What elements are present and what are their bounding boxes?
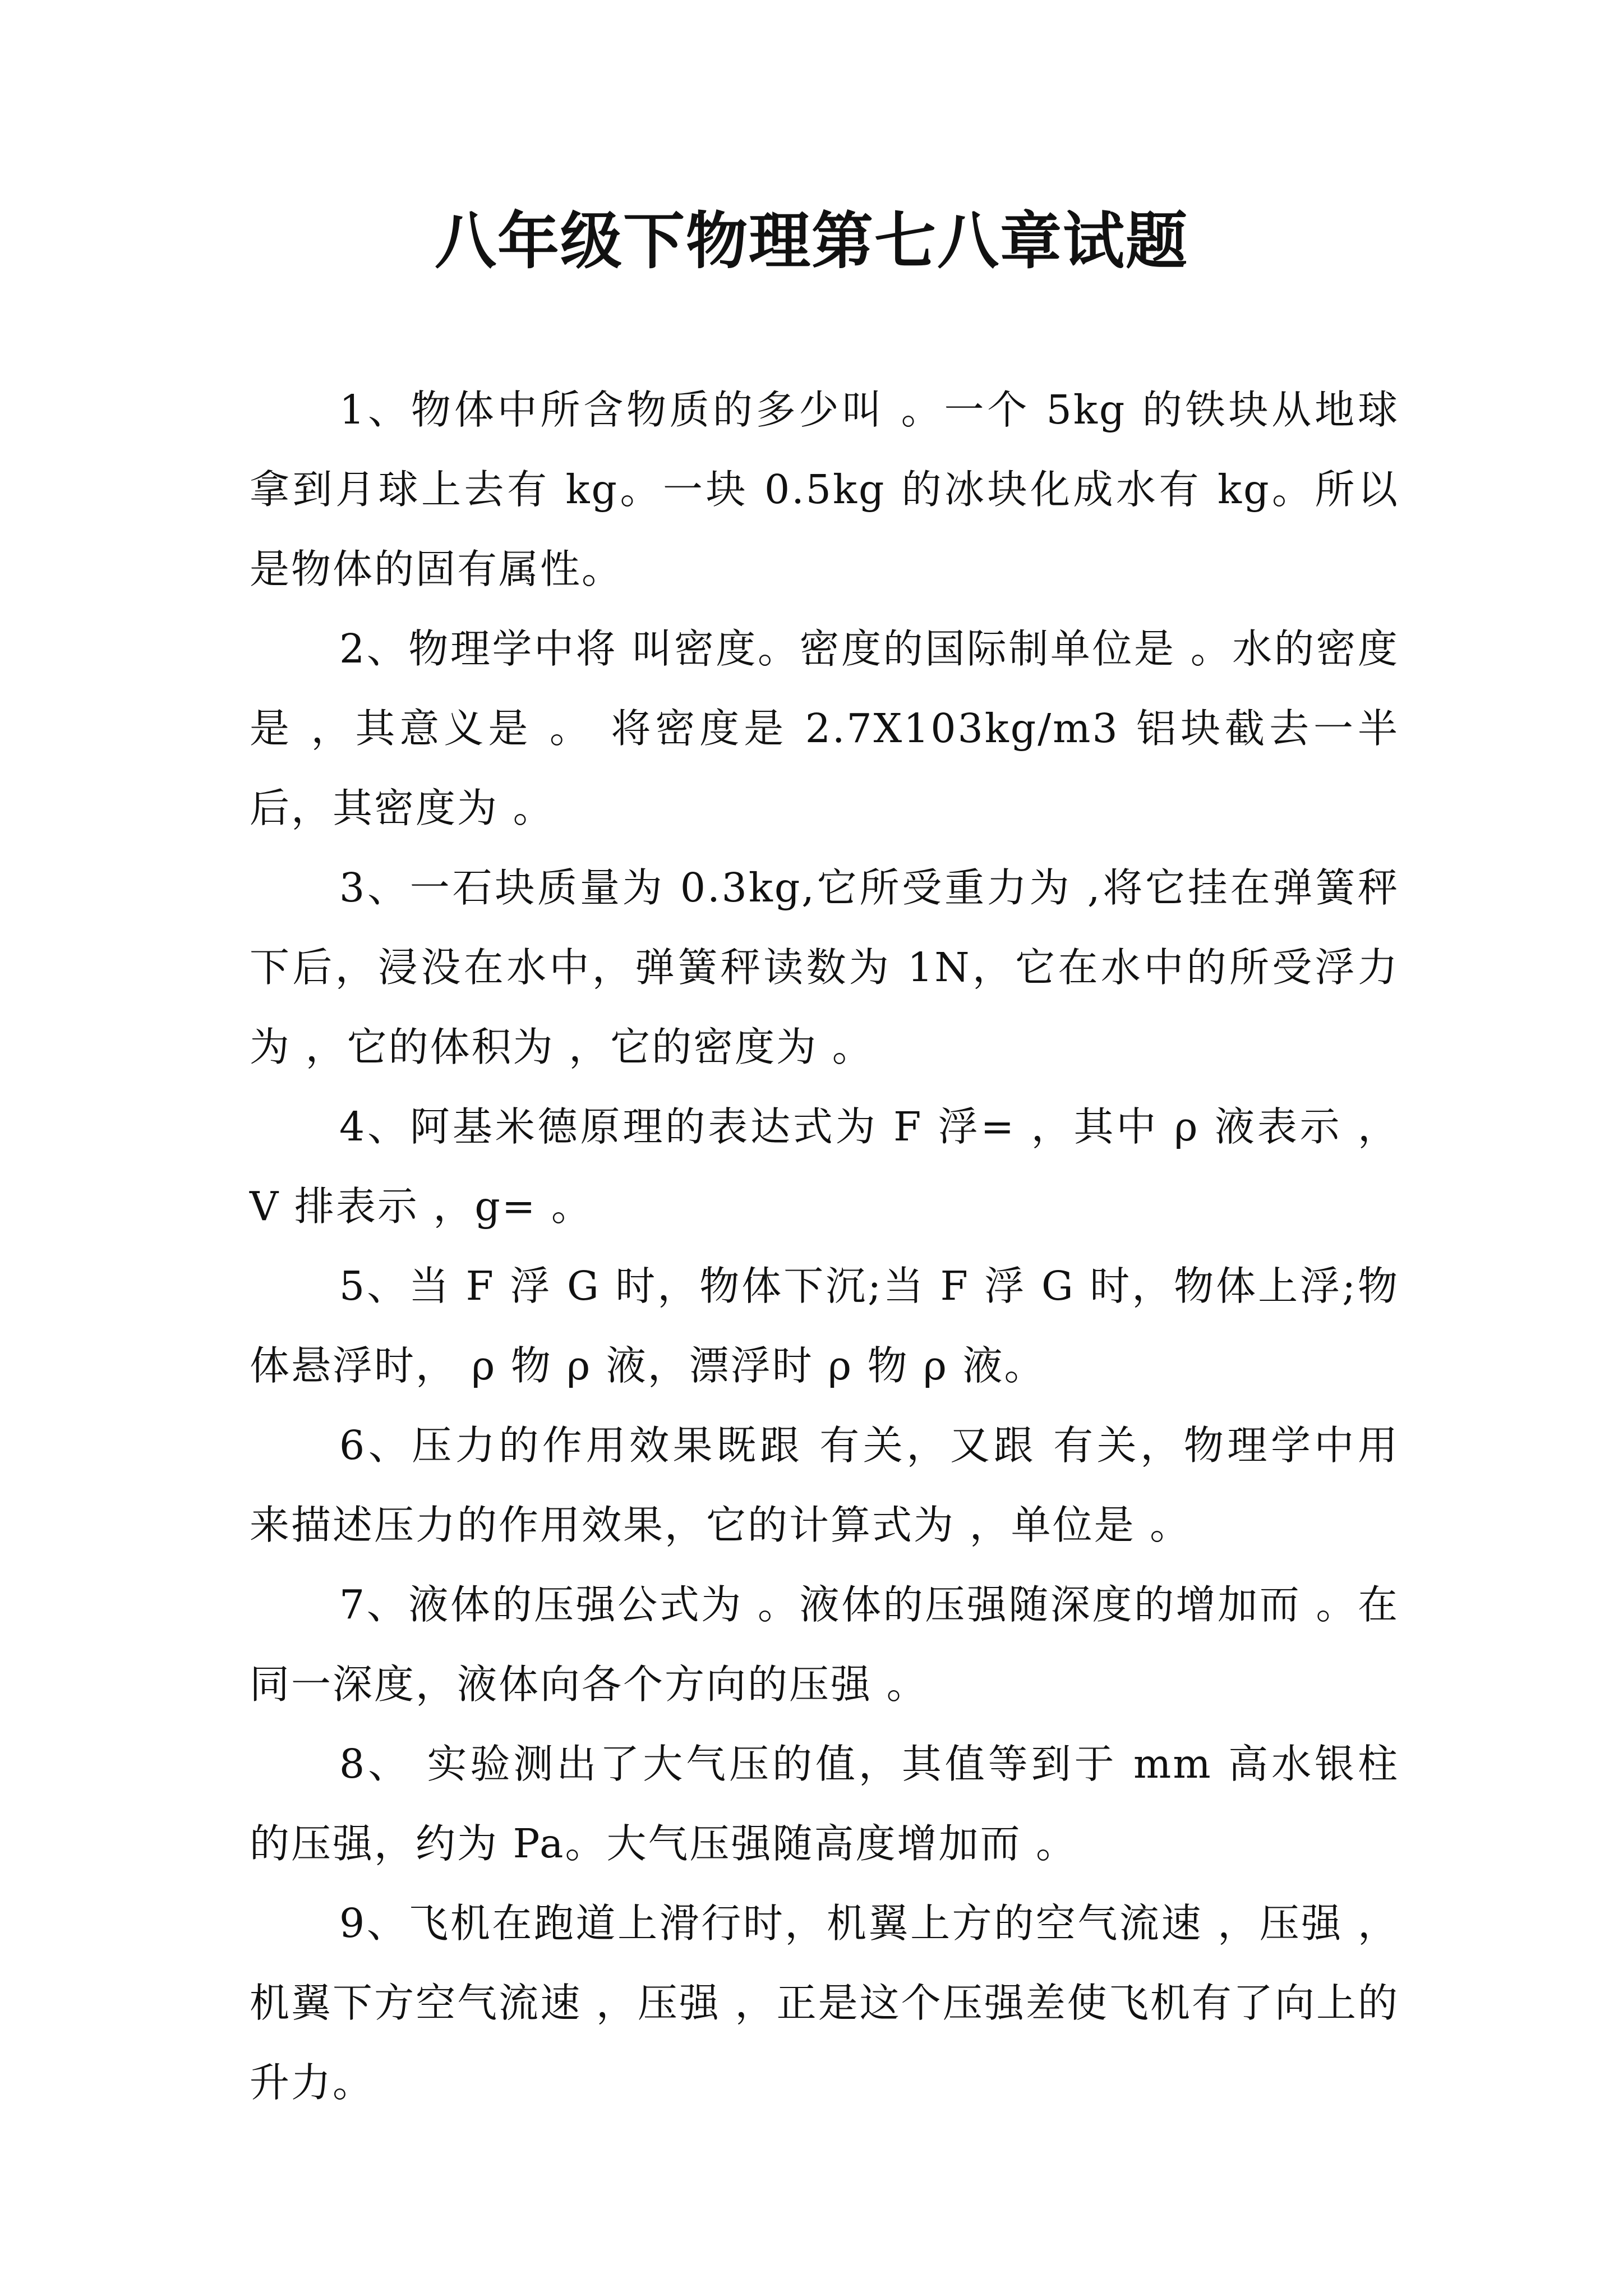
question-4: 4、阿基米德原理的表达式为 F 浮= ，其中 ρ 液表示 ，V 排表示 ，g= 。	[250, 1103, 1399, 1230]
question-6: 6、压力的作用效果既跟 有关，又跟 有关，物理学中用 来描述压力的作用效果，它的计算式为 ，单位是 。	[250, 1422, 1399, 1548]
question-3: 3、一石块质量为 0.3kg,它所受重力为 ,将它挂在弹簧秤下后，浸没在水中，弹簧秤读数为 1N，它在水中的所受浮力为 ，它的体积为 ，它的密度为 。	[250, 864, 1399, 1070]
question-2: 2、物理学中将 叫密度。密度的国际制单位是 。水的密度是 ，其意义是 。 将密度是 2.7X103kg/m3 铝块截去一半后，其密度为 。	[250, 625, 1399, 831]
question-7: 7、液体的压强公式为 。液体的压强随深度的增加而 。在同一深度，液体向各个方向的压强 。	[250, 1581, 1399, 1708]
question-9: 9、飞机在跑道上滑行时，机翼上方的空气流速 ，压强 ，机翼下方空气流速 ，压强 ，正是这个压强差使飞机有了向上的升力。	[250, 1900, 1399, 2106]
question-1: 1、物体中所含物质的多少叫 。一个 5kg 的铁块从地球拿到月球上去有 kg。一块 0.5kg 的冰块化成水有 kg。所以是物体的固有属性。	[250, 386, 1399, 592]
question-8: 8、 实验测出了大气压的值，其值等到于 mm 高水银柱的压强，约为 Pa。大气压强随高度增加而 。	[250, 1741, 1399, 1867]
document-title: 八年级下物理第七八章试题	[435, 205, 1188, 277]
question-5: 5、当 F 浮 G 时，物体下沉;当 F 浮 G 时，物体上浮;物体悬浮时， ρ 物 ρ 液，漂浮时 ρ 物 ρ 液。	[250, 1263, 1399, 1389]
document-body	[250, 370, 1399, 2123]
